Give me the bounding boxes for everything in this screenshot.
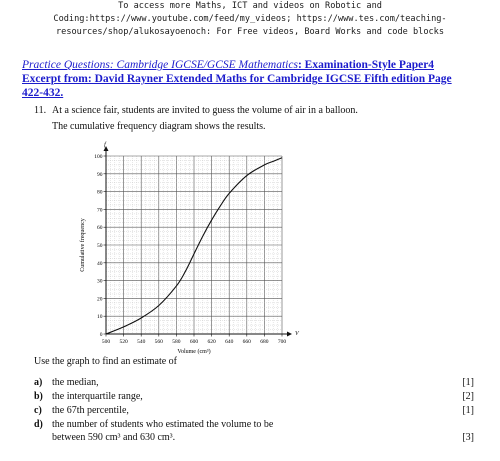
x-tick-label: 640 [225, 339, 234, 345]
source-citation [22, 58, 492, 100]
question-instruction: Use the graph to find an estimate of [34, 356, 178, 367]
part-marks: [2] [462, 391, 474, 402]
part-letter: a) [34, 377, 43, 388]
y-axis-symbol: f [104, 142, 106, 148]
header-line-1: To access more Maths, ICT and videos on Robotic and [118, 1, 382, 11]
part-text: the number of students who estimated the volume to be [52, 419, 274, 430]
y-tick-label: 60 [97, 225, 103, 232]
x-tick-label: 560 [154, 339, 163, 345]
x-axis-symbol: V [295, 331, 299, 337]
y-tick-label: 70 [97, 207, 103, 214]
y-tick-label: 10 [97, 314, 103, 321]
cumulative-frequency-chart [72, 140, 372, 362]
part-marks: [1] [462, 405, 474, 416]
part-letter: d) [34, 419, 43, 430]
x-tick-label: 520 [119, 339, 128, 345]
header-line-2: Coding:https://www.youtube.com/feed/my_videos; https://www.tes.com/teaching- [53, 14, 447, 24]
x-tick-label: 620 [207, 339, 216, 345]
question-part [34, 405, 474, 418]
y-tick-label: 30 [97, 278, 103, 285]
x-tick-label: 680 [260, 339, 269, 345]
part-letter: c) [34, 405, 42, 416]
y-tick-label: 50 [97, 243, 103, 249]
x-axis-arrow [287, 332, 292, 337]
x-tick-label: 660 [242, 339, 251, 345]
question-part [34, 419, 474, 432]
source-line-3: 422-432. [22, 87, 64, 99]
part-letter: b) [34, 391, 43, 402]
source-title-rest: : Examination-Style Paper4 [297, 59, 435, 71]
question-part [34, 377, 474, 390]
x-tick-label: 540 [137, 339, 146, 345]
part-marks: [3] [462, 432, 474, 443]
y-tick-label: 0 [99, 332, 103, 338]
question-text: At a science fair, students are invited to guess the volume of air in a balloon. [52, 105, 358, 116]
x-tick-label: 580 [172, 339, 181, 345]
part-text: the 67th percentile, [52, 405, 129, 416]
source-line-2: Excerpt from: David Rayner Extended Maths for Cambridge IGCSE Fifth edition Page [22, 73, 452, 85]
part-marks: [1] [462, 377, 474, 388]
x-tick-label: 500 [101, 339, 111, 345]
x-tick-label: 700 [277, 339, 287, 345]
header-line-3: resources/shop/alukosayoenoch: For Free videos, Board Works and code blocks [55, 27, 445, 37]
part-text: the median, [52, 377, 99, 388]
question-part [34, 432, 474, 445]
source-title-italic: Practice Questions: Cambridge IGCSE/GCSE Mathematics [22, 59, 298, 71]
question-number: 11. [34, 105, 47, 116]
y-tick-label: 80 [97, 189, 103, 196]
question-subtext: The cumulative frequency diagram shows the results. [52, 121, 266, 132]
part-text: the interquartile range, [52, 391, 143, 402]
y-axis-label: Cumulative frequency [80, 218, 86, 272]
y-tick-label: 20 [97, 296, 103, 303]
part-text: between 590 cm³ and 630 cm³. [52, 432, 176, 443]
y-tick-label: 100 [94, 154, 103, 160]
question-part [34, 391, 474, 404]
header-banner [0, 0, 500, 39]
y-tick-label: 90 [97, 171, 103, 178]
x-axis-label: Volume (cm³) [177, 349, 211, 355]
x-tick-label: 600 [189, 339, 199, 345]
y-tick-label: 40 [97, 260, 103, 267]
